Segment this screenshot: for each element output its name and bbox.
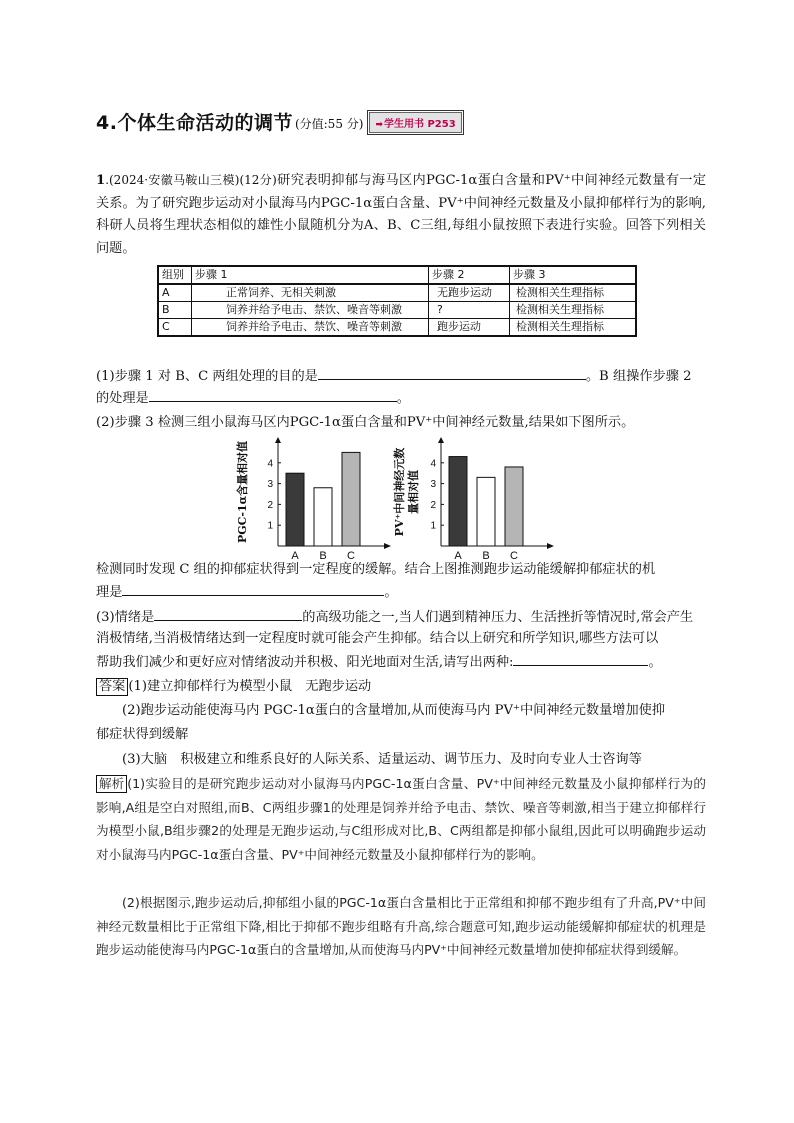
chart-pgc [230, 432, 405, 562]
chart-pgc-plot [235, 437, 391, 562]
table-cell: 无跑步运动 [429, 284, 510, 302]
y-axis-arrow-icon [438, 437, 444, 443]
y-tick-label: 4 [267, 458, 273, 470]
chart-pv-plot [392, 437, 554, 562]
table-header-cell: 组别 [158, 266, 192, 284]
answer-blank[interactable] [154, 606, 302, 621]
bar [477, 477, 495, 546]
bar [449, 457, 467, 546]
sub-question-2-after-line-1: 检测同时发现 C 组的抑郁症状得到一定程度的缓解。结合上图推测跑步运动能缓解抑郁症状的机 [96, 562, 656, 577]
table-cell: C [158, 319, 192, 337]
category-label: B [482, 550, 490, 562]
sub-question-1-text: (1)步骤 1 对 B、C 两组处理的目的是 [96, 369, 318, 384]
y-axis-label: PV⁺中间神经元数 [393, 447, 406, 537]
x-axis-arrow-icon [384, 543, 391, 549]
question-number: 1 [96, 173, 106, 188]
sub-question-1-text: 。B 组操作步骤 2 [585, 369, 692, 384]
answer-line-3: 郁症状得到缓解 [96, 727, 189, 742]
table-cell: ? [429, 302, 510, 319]
explanation-text: (1)实验目的是研究跑步运动对小鼠海马内PGC-1α蛋白含量、PV⁺中间神经元数量及小鼠抑郁样行为的影响,A组是空白对照组,而B、C两组步骤1的处理是饲养并给予电击、禁饮、噪音等刺激,相当于建立抑郁样行为模型小鼠,B组步骤2的处理是无跑步运动,与C组形成对比,B、C两组都是抑郁小鼠组,因此可以明确跑步运动对小鼠海马内PGC-1α蛋白含量、PV⁺中间神经元数量及小鼠抑郁样行为的影响。 [96, 776, 706, 862]
answer-blank[interactable] [149, 387, 397, 402]
answer-line-2: (2)跑步运动能使海马内 PGC-1α蛋白的含量增加,从而使海马内 PV⁺中间神经元数量增加使抑 [122, 703, 666, 718]
bar [342, 452, 360, 546]
table-cell: 检测相关生理指标 [510, 284, 637, 302]
sub-question-3-text: 帮助我们减少和更好应对情绪波动并积极、阳光地面对生活,请写出两种: [96, 655, 514, 670]
sub-question-3-line-1 [96, 606, 706, 629]
table-row [158, 284, 636, 302]
explanation-paragraph-2: (2)根据图示,跑步运动后,抑郁组小鼠的PGC-1α蛋白含量相比于正常组和抑郁不跑步组有了升高,PV⁺中间神经元数量相比于正常组下降,相比于抑郁不跑步组略有升高,综合题意可知,跑步运动能缓解抑郁症状的机理是跑步运动能使海马内PGC-1α蛋白的含量增加,从而使海马内PV⁺中间神经元数量增加使抑郁症状得到缓解。 [96, 895, 706, 957]
sub-question-3-text: 的高级功能之一,当人们遇到精神压力、生活挫折等情况时,常会产生 [302, 610, 694, 625]
sub-question-2-after-line-2 [96, 581, 706, 604]
table-cell: B [158, 302, 192, 319]
table-row [158, 319, 636, 337]
answer-text: (1)建立抑郁样行为模型小鼠 无跑步运动 [128, 679, 372, 694]
answer-blank[interactable] [122, 581, 384, 596]
score-note: (分值:55 分) [294, 117, 364, 131]
question-text: 研究表明抑郁与海马区内PGC-1α蛋白含量和PV⁺中间神经元数量有一定关系。为了研究跑步运动对小鼠海马内PGC-1α蛋白含量、PV⁺中间神经元数量及小鼠抑郁样行为的影响,科研人员将生理状态相似的雄性小鼠随机分为A、B、C三组,每组小鼠按照下表进行实验。回答下列相关问题。 [96, 173, 707, 256]
bar [286, 473, 304, 546]
category-label: C [347, 550, 355, 562]
table-header-cell: 步骤 1 [192, 266, 429, 284]
page-title: 4.个体生命活动的调节 [96, 112, 293, 134]
question-source: .(2024·安徽马鞍山三模)(12分) [105, 173, 277, 187]
y-axis-label: 量相对值 [407, 470, 420, 514]
table-row [158, 302, 636, 319]
sub-question-1-line-2 [96, 387, 706, 410]
sub-question-2-intro: (2)步骤 3 检测三组小鼠海马区内PGC-1α蛋白含量和PV⁺中间神经元数量,结果如下图所示。 [96, 415, 635, 430]
answer-blank[interactable] [513, 651, 648, 666]
y-tick-label: 1 [430, 520, 436, 532]
category-label: A [291, 550, 299, 562]
question-intro [96, 169, 706, 260]
y-axis-arrow-icon [275, 437, 281, 443]
category-label: A [454, 550, 462, 562]
sub-question-3-line-3 [96, 651, 706, 674]
y-tick-label: 3 [267, 479, 273, 491]
y-tick-label: 1 [267, 520, 273, 532]
answer-blank[interactable] [318, 365, 586, 380]
reference-text: 学生用书 P253 [384, 119, 456, 130]
sub-question-1-text: 的处理是 [96, 391, 149, 406]
sub-question-1-line-1 [96, 365, 706, 388]
sub-question-3-text: (3)情绪是 [96, 610, 155, 625]
y-tick-label: 2 [267, 499, 273, 511]
sub-question-3-line-2: 消极情绪,当消极情绪达到一定程度时就可能会产生抑郁。结合以上研究和所学知识,哪些方法可以 [96, 631, 659, 646]
chart-pv [395, 432, 570, 562]
table-cell: 正常饲养、无相关刺激 [192, 284, 429, 302]
category-label: C [510, 550, 518, 562]
title-row [96, 108, 464, 135]
table-cell: 检测相关生理指标 [510, 319, 637, 337]
table-cell: 饲养并给予电击、禁饮、噪音等刺激 [192, 302, 429, 319]
sub-question-3-text: 。 [648, 655, 662, 670]
table-cell: 饲养并给予电击、禁饮、噪音等刺激 [192, 319, 429, 337]
y-tick-label: 4 [430, 458, 436, 470]
table-header-cell: 步骤 3 [510, 266, 637, 284]
category-label: B [319, 550, 327, 562]
sub-question-2-text: 。 [384, 585, 398, 600]
reference-label [369, 112, 461, 133]
y-tick-label: 3 [430, 479, 436, 491]
explanation-tag: 解析 [96, 775, 127, 793]
steps-table [157, 265, 637, 337]
explanation-paragraph-1 [96, 772, 706, 866]
sub-question-2-text: 理是 [96, 585, 123, 600]
answer-line-1 [96, 676, 706, 698]
table-cell: 检测相关生理指标 [510, 302, 637, 319]
table-cell: A [158, 284, 192, 302]
answer-line-4: (3)大脑 积极建立和维系良好的人际关系、适量运动、调节压力、及时向专业人士咨询等 [122, 752, 642, 767]
table-header-cell: 步骤 2 [429, 266, 510, 284]
student-book-reference[interactable] [367, 110, 463, 135]
arrow-right-icon: ➡ [375, 120, 383, 130]
answer-tag: 答案 [96, 678, 128, 696]
table-header-row [158, 266, 636, 284]
bar [314, 488, 332, 546]
sub-question-1-text: 。 [396, 391, 410, 406]
x-axis-arrow-icon [547, 543, 554, 549]
bar [505, 467, 523, 546]
y-tick-label: 2 [430, 499, 436, 511]
table-cell: 跑步运动 [429, 319, 510, 337]
y-axis-label: PGC-1α含量相对值 [236, 440, 249, 544]
